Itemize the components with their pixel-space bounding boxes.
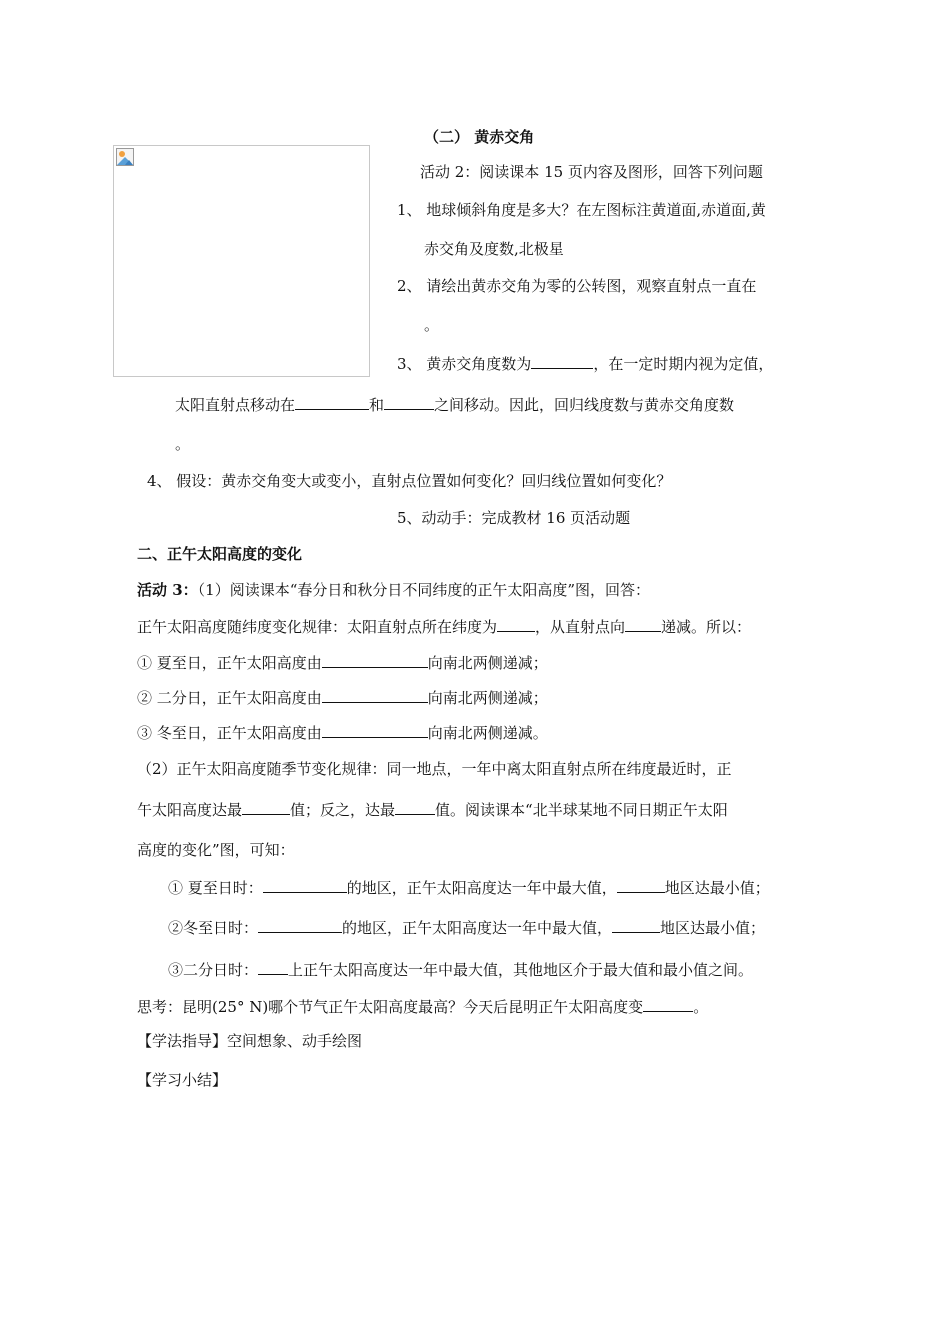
answer-blank[interactable] <box>263 877 347 893</box>
answer-blank[interactable] <box>258 959 288 975</box>
activity2-heading: 活动 2：阅读课本 15 页内容及图形，回答下列问题 <box>420 163 763 181</box>
answer-blank[interactable] <box>322 652 428 668</box>
item-text: 向南北两侧递减； <box>427 654 548 672</box>
item-text: 地区达最小值； <box>664 879 770 897</box>
answer-blank[interactable] <box>531 353 593 369</box>
answer-blank[interactable] <box>643 996 693 1012</box>
q3-line2-text-1: 太阳直射点移动在 <box>175 396 296 414</box>
item-text: ②冬至日时： <box>168 919 259 937</box>
question-5: 5、动动手：完成教材 16 页活动题 <box>397 509 631 527</box>
question-4: 4、 假设：黄赤交角变大或变小，直射点位置如何变化？回归线位置如何变化？ <box>147 472 672 490</box>
broken-image-icon <box>116 148 134 166</box>
question-3-cont <box>175 394 734 415</box>
answer-blank[interactable] <box>322 687 428 703</box>
item-text: ③ 冬至日，正午太阳高度由 <box>137 724 322 742</box>
summer-solstice-max <box>168 877 770 898</box>
method-guide: 【学法指导】空间想象、动手绘图 <box>137 1032 363 1050</box>
answer-blank[interactable] <box>612 917 660 933</box>
answer-blank[interactable] <box>384 394 434 410</box>
rule-text-3: 递减。所以： <box>661 618 752 636</box>
section-title-ecliptic: （二） 黄赤交角 <box>424 128 535 146</box>
think-text: 思考：昆明(25° N)哪个节气正午太阳高度最高？今天后昆明正午太阳高度变 <box>137 998 644 1016</box>
answer-blank[interactable] <box>497 616 535 632</box>
activity3-text: （1）阅读课本“春分日和秋分日不同纬度的正午太阳高度”图，回答： <box>197 581 651 599</box>
answer-blank[interactable] <box>242 799 290 815</box>
activity3-label: 活动 3： <box>137 581 198 599</box>
seasonal-rule-end: 高度的变化”图，可知： <box>137 841 295 859</box>
latitude-rule <box>137 616 751 637</box>
question-2-cont: 。 <box>424 316 440 334</box>
item-text: 向南北两侧递减； <box>427 689 548 707</box>
question-2: 2、 请绘出黄赤交角为零的公转图，观察直射点一直在 <box>397 277 757 295</box>
learning-summary: 【学习小结】 <box>137 1071 228 1089</box>
rule-text: 值；反之，达最 <box>290 801 396 819</box>
diagram-image-placeholder <box>113 145 370 377</box>
item-text: ② 二分日，正午太阳高度由 <box>137 689 322 707</box>
equinox-max <box>168 959 753 980</box>
winter-solstice-item <box>137 722 548 743</box>
question-1: 1、 地球倾斜角度是多大？在左图标注黄道面,赤道面,黄 <box>397 201 766 219</box>
answer-blank[interactable] <box>625 616 661 632</box>
seasonal-rule-cont <box>137 799 728 820</box>
winter-solstice-max <box>168 917 765 938</box>
item-text: ③二分日时： <box>168 961 259 979</box>
rule-text-2: ，从直射点向 <box>535 618 626 636</box>
q3-line2-text-3: 之间移动。因此，回归线度数与黄赤交角度数 <box>434 396 735 414</box>
item-text: 的地区，正午太阳高度达一年中最大值， <box>346 879 617 897</box>
item-text: 地区达最小值； <box>660 919 766 937</box>
q3-text-2: ，在一定时期内视为定值， <box>593 355 774 373</box>
section-title-noon-sun: 二、正午太阳高度的变化 <box>137 545 303 563</box>
seasonal-rule: （2）正午太阳高度随季节变化规律：同一地点，一年中离太阳直射点所在纬度最近时，正 <box>137 760 732 778</box>
question-3-end: 。 <box>175 435 191 453</box>
rule-text-1: 正午太阳高度随纬度变化规律：太阳直射点所在纬度为 <box>137 618 498 636</box>
item-text: 上正午太阳高度达一年中最大值，其他地区介于最大值和最小值之间。 <box>288 961 754 979</box>
question-1-cont: 赤交角及度数,北极星 <box>424 240 564 258</box>
answer-blank[interactable] <box>295 394 369 410</box>
equinox-item <box>137 687 548 708</box>
answer-blank[interactable] <box>258 917 342 933</box>
answer-blank[interactable] <box>322 722 428 738</box>
item-text: 向南北两侧递减。 <box>427 724 548 742</box>
q3-text-1: 3、 黄赤交角度数为 <box>397 355 532 373</box>
rule-text: 午太阳高度达最 <box>137 801 243 819</box>
item-text: ① 夏至日时： <box>168 879 263 897</box>
answer-blank[interactable] <box>395 799 435 815</box>
activity3-heading <box>137 580 650 600</box>
think-question <box>137 996 708 1017</box>
question-3 <box>397 353 773 374</box>
rule-text: 值。阅读课本“北半球某地不同日期正午太阳 <box>435 801 728 819</box>
item-text: 的地区，正午太阳高度达一年中最大值， <box>342 919 613 937</box>
item-text: ① 夏至日，正午太阳高度由 <box>137 654 322 672</box>
answer-blank[interactable] <box>617 877 665 893</box>
q3-line2-text-2: 和 <box>369 396 385 414</box>
think-text: 。 <box>693 998 709 1016</box>
summer-solstice-item <box>137 652 548 673</box>
